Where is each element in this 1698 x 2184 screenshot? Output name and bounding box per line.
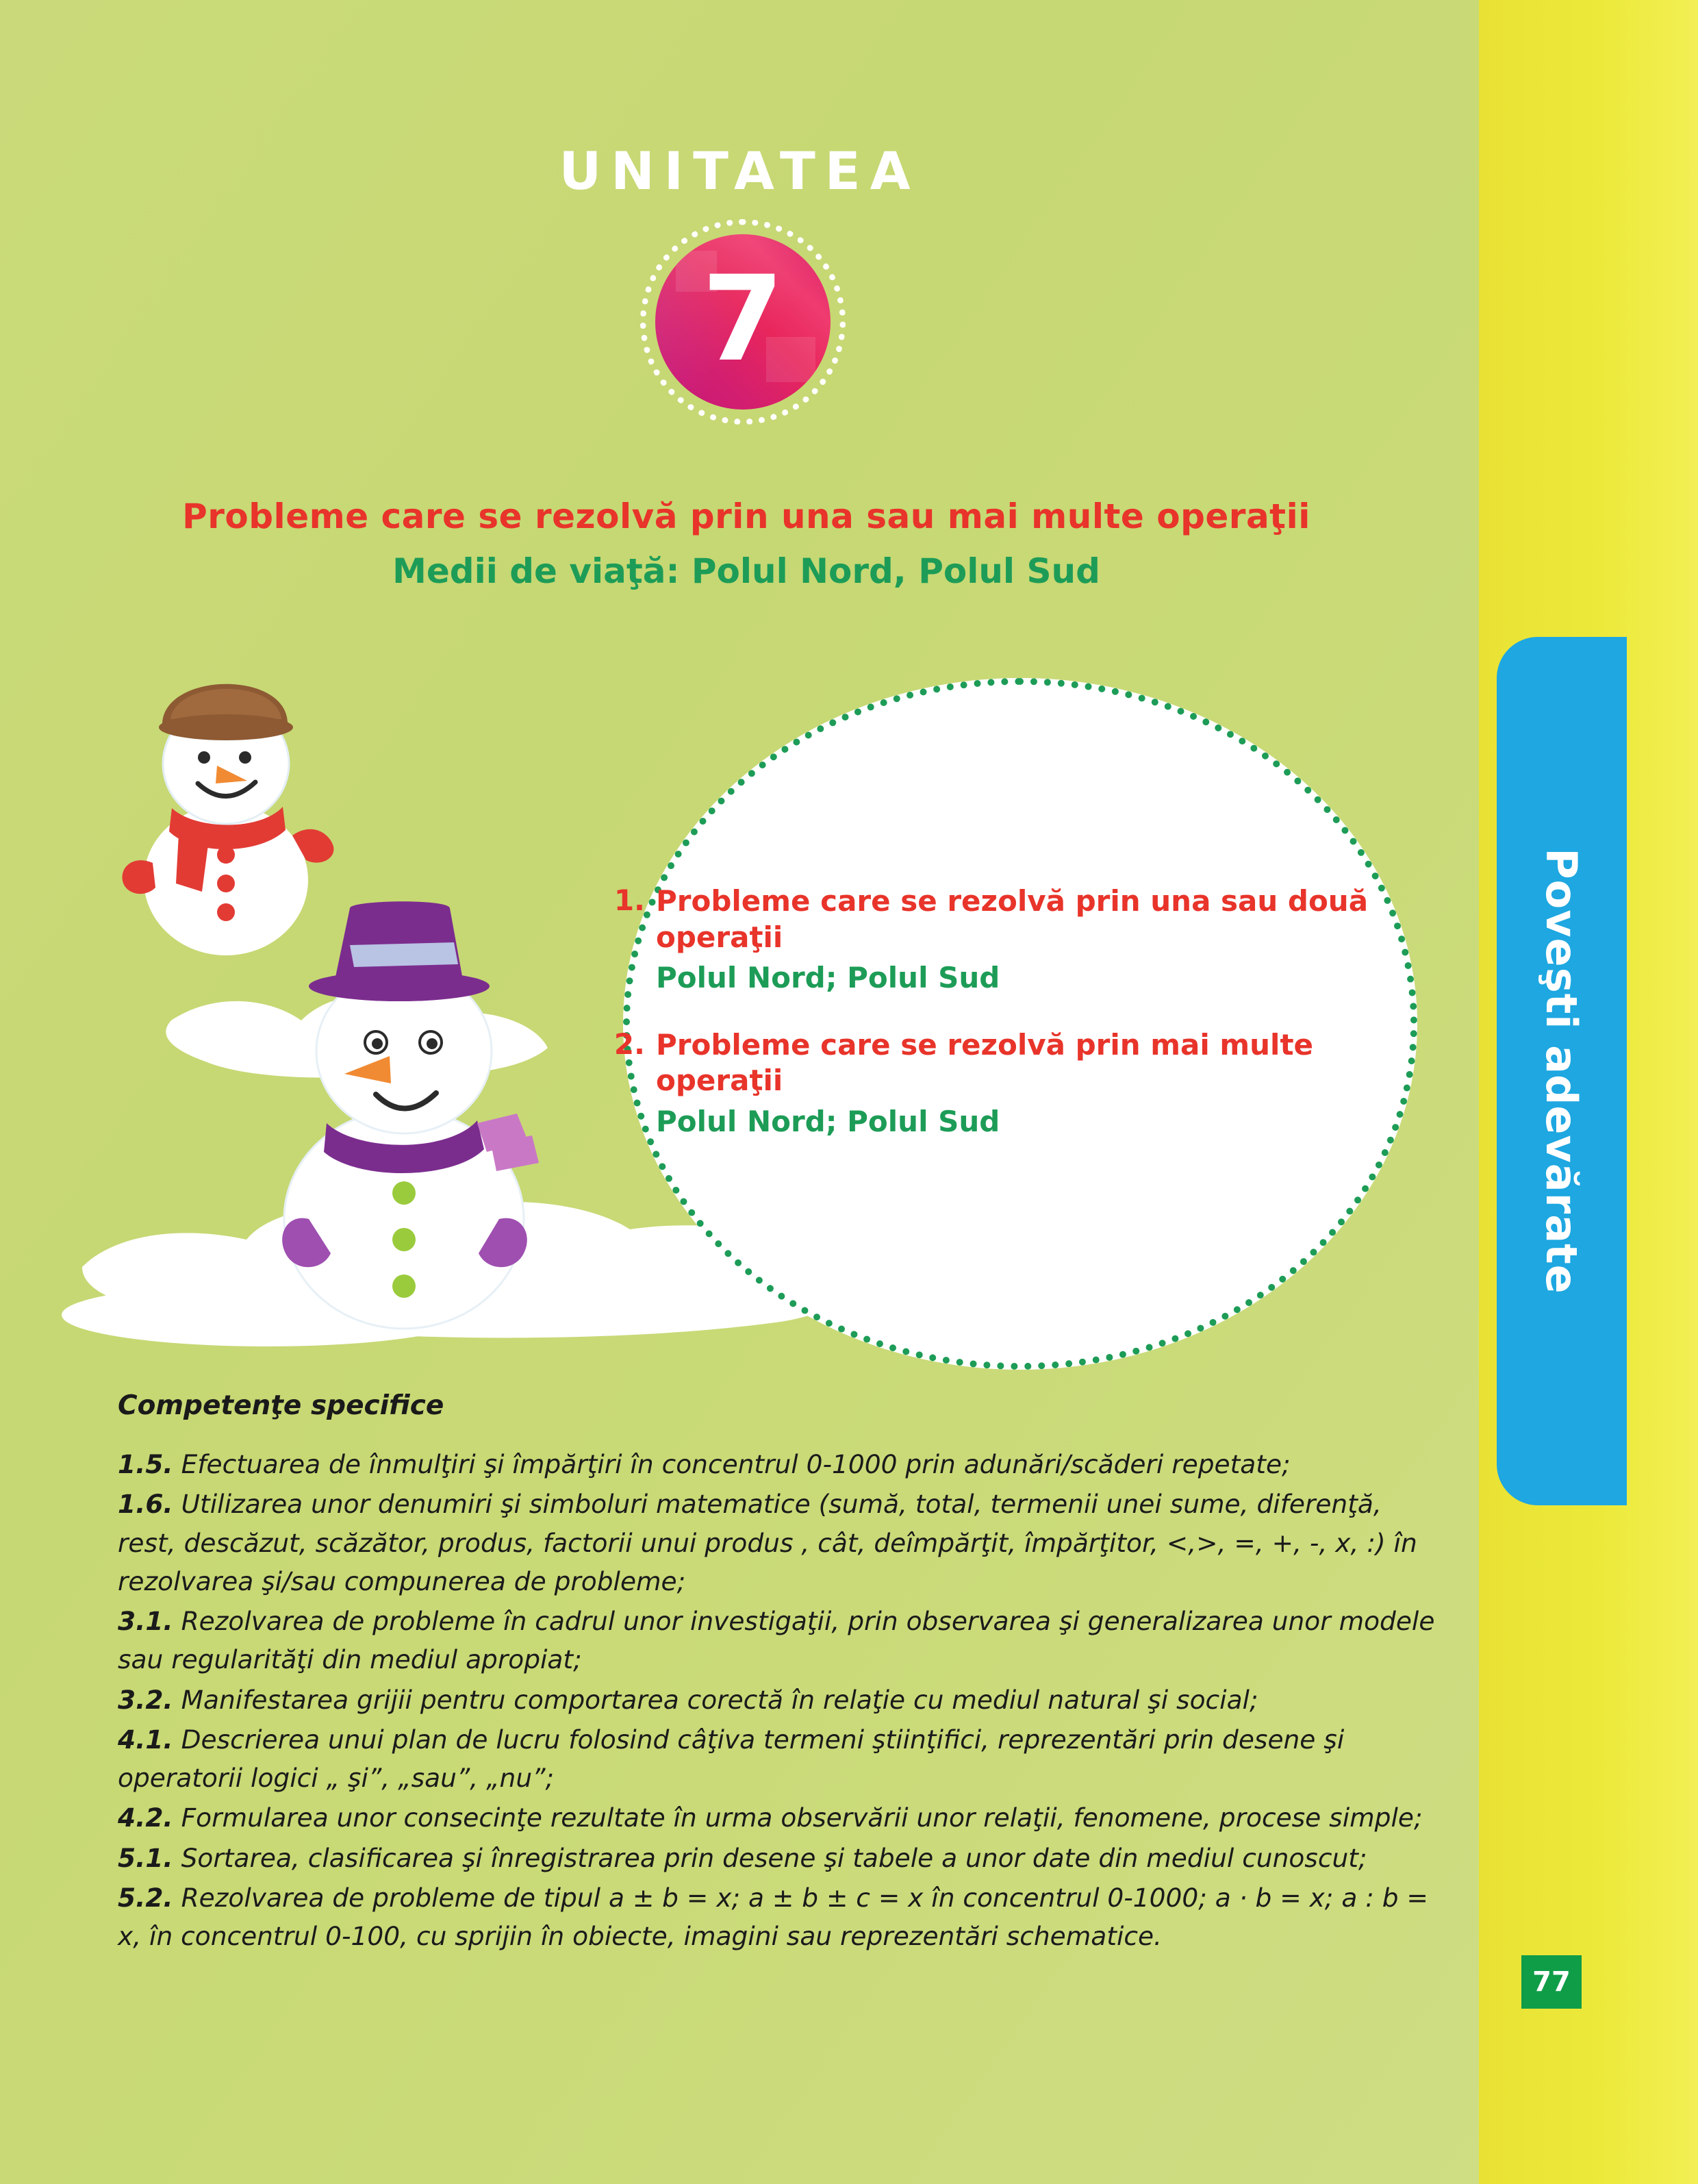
competence-item: [118, 1485, 1439, 1601]
competence-item: [118, 1798, 1439, 1837]
list-item-subtitle: Polul Nord; Polul Sud: [656, 961, 1000, 994]
competences-list: [118, 1445, 1439, 1957]
competence-code: 1.5.: [118, 1449, 173, 1479]
competence-text: Efectuarea de înmulţiri şi împărţiri în concentrul 0-1000 prin adunări/scăderi repetate;: [181, 1449, 1291, 1479]
competence-code: 1.6.: [118, 1489, 173, 1520]
snowman-with-purple-hat-illustration: [223, 897, 620, 1342]
competence-item: [118, 1839, 1439, 1877]
page-subtitle: Medii de viaţă: Polul Nord, Polul Sud: [392, 551, 1100, 591]
competence-item: [118, 1602, 1439, 1679]
unit-number: 7: [702, 250, 784, 388]
list-item: [603, 1027, 1410, 1141]
content-bubble-list: [603, 883, 1410, 1170]
list-item-subtitle: Polul Nord; Polul Sud: [656, 1104, 1000, 1138]
page-number: 77: [1521, 1955, 1582, 2009]
competence-text: Formularea unor consecinţe rezultate în urma observării unor relaţii, fenomene, procese simple;: [181, 1803, 1423, 1833]
competence-code: 3.1.: [118, 1606, 173, 1636]
competence-text: Rezolvarea de probleme în cadrul unor investigaţii, prin observarea şi generalizarea unor modele sau regularităţi din mediul apropiat;: [118, 1606, 1435, 1675]
competence-code: 4.2.: [118, 1803, 173, 1833]
competences-heading: Competenţe specifice: [118, 1390, 444, 1421]
list-item: [603, 883, 1410, 997]
competence-code: 3.2.: [118, 1684, 173, 1715]
competence-text: Sortarea, clasificarea şi înregistrarea prin desene şi tabele a unor date din mediul cunoscut;: [181, 1842, 1367, 1873]
side-tab-label: Poveşti adevărate: [1536, 848, 1587, 1294]
competence-text: Utilizarea unor denumiri şi simboluri matematice (sumă, total, termenii unei sume, diferenţă, rest, descăzut, scăzător, produs, factorii unui produs , cât, deîmpărţit, împărţitor, <,>, =, +, -, x, :) în rezolvarea şi/sau compunerea de probleme;: [118, 1489, 1417, 1596]
competence-item: [118, 1681, 1439, 1719]
list-item-number: 2.: [613, 1027, 645, 1061]
competence-item: [118, 1879, 1439, 1956]
unit-label: UNITATEA: [559, 140, 920, 201]
competence-item: [118, 1720, 1439, 1798]
competence-text: Manifestarea grijii pentru comportarea corectă în relaţie cu mediul natural şi social;: [181, 1684, 1258, 1715]
competence-code: 5.2.: [118, 1882, 173, 1913]
competence-item: [118, 1445, 1439, 1483]
list-item-title: Probleme care se rezolvă prin mai multe operaţii: [656, 1027, 1314, 1098]
unit-badge: [640, 219, 846, 425]
competence-code: 4.1.: [118, 1724, 173, 1755]
page-title: Probleme care se rezolvă prin una sau mai multe operaţii: [182, 497, 1310, 536]
competence-text: Descrierea unui plan de lucru folosind câţiva termeni ştiinţifici, reprezentări prin desene şi operatorii logici „ şi”, „sau”, „nu”;: [118, 1724, 1345, 1793]
list-item-number: 1.: [613, 883, 645, 917]
competence-text: Rezolvarea de probleme de tipul a ± b = x; a ± b ± c = x în concentrul 0-1000; a · b = x; a : b = x, în concentrul 0-100, cu sprijin în obiecte, imagini sau reprezentări schematice.: [118, 1882, 1428, 1951]
competence-code: 5.1.: [118, 1842, 173, 1873]
list-item-title: Probleme care se rezolvă prin una sau două operaţii: [656, 884, 1369, 954]
unit-badge-dotted-ring: [640, 219, 846, 425]
